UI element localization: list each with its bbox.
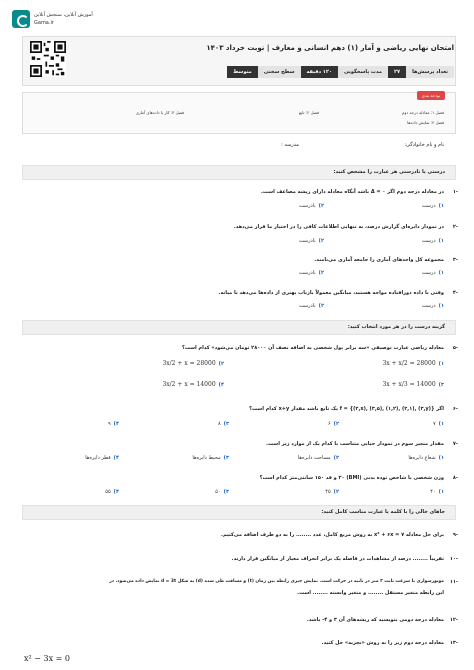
question-number: ۹- bbox=[452, 532, 458, 538]
difficulty-label: سطح سختی bbox=[258, 66, 301, 78]
question-number: ۷- bbox=[452, 441, 458, 447]
option-4[interactable]: ۴)۵۵ bbox=[105, 489, 119, 495]
question-number: ۱۲- bbox=[449, 617, 458, 623]
question-number: ۱۱- bbox=[449, 579, 458, 585]
budget-item: فصل ۲: تابع bbox=[298, 110, 319, 115]
section-title: جاهای خالی را با کلمه یا عبارت مناسب کامل کنید: bbox=[321, 509, 445, 515]
question-text: در معادله درجه دوم اگر ۰ = Δ باشد آنگاه معادله دارای ریشه مضاعف است. bbox=[261, 189, 444, 195]
question-text: تقریباً ........ درصد از مشاهدات در فاصله یک برابر انحراف معیار از میانگین قرار دارند. bbox=[231, 556, 444, 562]
question-text-continued: این رابطه متغیر مستقل ........ و متغیر وابسته ........ است. bbox=[297, 590, 444, 596]
budget-item: فصل ۳: کار با داده‌های آماری bbox=[135, 110, 184, 115]
question-text: مجموعه کل واحدهای آماری را جامعه آماری می‌نامند. bbox=[314, 257, 444, 263]
section-title: درستی یا نادرستی هر عبارت را مشخص کنید: bbox=[333, 169, 445, 175]
option-2[interactable]: ۲)مساحت دایره‌ها bbox=[297, 455, 339, 461]
difficulty-value: متوسط bbox=[227, 66, 258, 78]
option-false[interactable]: ۲)نادرست bbox=[298, 270, 324, 276]
question-text: مقدار متغیر سوم در نمودار حبابی متناسب با کدام یک از موارد زیر است. bbox=[266, 441, 444, 447]
question-number: ۸- bbox=[452, 475, 458, 481]
question-number: ۴- bbox=[452, 290, 458, 296]
duration-value: ۱۲۰ دقیقه bbox=[301, 66, 338, 78]
question-text: معادله درجه دومی بنویسید که ریشه‌های آن ۳ و ۴- باشد. bbox=[306, 617, 444, 623]
num-questions-value: ۲۷ bbox=[388, 66, 406, 78]
school-label: مدرسه : bbox=[281, 142, 299, 148]
option-1[interactable]: ۱)3x + x/2 = 28000 bbox=[382, 360, 444, 367]
option-1[interactable]: ۱)شعاع دایره‌ها bbox=[408, 455, 444, 461]
question-text: اگر f = {(۲,x), (۳,۵), (۱,۲), (۲,۱), (۳,y)} یک تابع باشد مقدار x+y کدام است؟ bbox=[249, 406, 444, 412]
section-multiple-choice bbox=[22, 320, 456, 335]
option-1[interactable]: ۱)۷ bbox=[432, 421, 444, 427]
num-questions-label: تعداد پرسش‌ها bbox=[406, 66, 454, 78]
option-4[interactable]: ۴)قطر دایره‌ها bbox=[85, 455, 119, 461]
brand-domain[interactable]: Gama.ir bbox=[34, 20, 54, 26]
question-number: ۱- bbox=[452, 189, 458, 195]
option-false[interactable]: ۲)نادرست bbox=[298, 203, 324, 209]
option-4[interactable]: ۴)۹ bbox=[107, 421, 119, 427]
question-text: معادله ریاضی عبارت توصیفی «سه برابر پول شخصی به اضافه نصف آن ۲۸۰۰۰ تومان می‌شود» کدام است؟ bbox=[181, 345, 444, 351]
section-title: گزینه درست را در هر مورد انتخاب کنید: bbox=[347, 324, 445, 330]
option-1[interactable]: ۱)۴۰ bbox=[430, 489, 444, 495]
option-2[interactable]: ۲)3x/2 + x = 28000 bbox=[162, 360, 224, 367]
option-2[interactable]: ۲)۴۵ bbox=[325, 489, 339, 495]
option-2[interactable]: ۲)۶ bbox=[327, 421, 339, 427]
question-number: ۱۰- bbox=[449, 556, 458, 562]
exam-title: امتحان نهایی ریاضی و آمار (۱) دهم انسانی و معارف | نوبت خرداد ۱۴۰۳ bbox=[206, 44, 454, 52]
chapter-budget bbox=[22, 92, 456, 134]
question-text: وقتی با داده دورافتاده مواجه هستید، میانگین معمولاً بازتاب بهتری از داده‌ها می‌دهد تا میانه. bbox=[218, 290, 444, 296]
option-true[interactable]: ۱)درست bbox=[421, 303, 444, 309]
option-false[interactable]: ۲)نادرست bbox=[298, 303, 324, 309]
duration-label: مدت پاسخگویی bbox=[338, 66, 388, 78]
question-text: معادله درجه دوم زیر را به روش «تجزیه» حل کنید. bbox=[321, 640, 444, 646]
brand-tagline: آموزش آنلاین، سنجش آنلاین bbox=[34, 12, 93, 18]
option-3[interactable]: ۳)3x + x/3 = 14000 bbox=[382, 381, 444, 388]
budget-badge: بودجه بندی bbox=[417, 91, 445, 100]
section-true-false bbox=[22, 165, 456, 180]
option-3[interactable]: ۳)۵۰ bbox=[215, 489, 229, 495]
question-number: ۱۳- bbox=[449, 640, 458, 646]
question-number: ۵- bbox=[452, 345, 458, 351]
question-number: ۲- bbox=[452, 224, 458, 230]
qr-code-icon bbox=[30, 41, 66, 77]
option-3[interactable]: ۳)محیط دایره‌ها bbox=[192, 455, 229, 461]
question-text: برای حل معادله ۷ = x² + ۶x به روش مربع کامل، عدد ........ را به دو طرف اضافه می‌کنیم. bbox=[221, 532, 444, 538]
question-text: وزن شخصی با شاخص توده بدنی (BMI) ۲۰ و قد ۱۵۰ سانتی‌متر کدام است؟ bbox=[259, 475, 444, 481]
option-true[interactable]: ۱)درست bbox=[421, 203, 444, 209]
question-text: در نمودار دایره‌ای گزارش درصد، به تنهایی اطلاعات کافی را در اختیار ما قرار می‌دهد. bbox=[233, 224, 444, 230]
option-4[interactable]: ۴)3x/2 + x = 14000 bbox=[162, 381, 224, 388]
gama-logo-icon[interactable] bbox=[12, 10, 30, 28]
question-number: ۳- bbox=[452, 257, 458, 263]
question-text: موتورسواری با سرعت ثابت ۳ متر در ثانیه در حرکت است. نمایش جبری رابطه بین زمان (t) و مسافت طی شده (d) به شکل d = 3t نمایش داده می‌شود. در bbox=[109, 579, 444, 584]
student-name-label: نام و نام خانوادگی: bbox=[404, 142, 444, 148]
budget-item: فصل ۱: معادله درجه دوم bbox=[402, 110, 444, 115]
option-true[interactable]: ۱)درست bbox=[421, 238, 444, 244]
budget-item: فصل ۴: نمایش داده‌ها bbox=[407, 120, 444, 125]
option-3[interactable]: ۳)۸ bbox=[217, 421, 229, 427]
exam-info-row bbox=[227, 66, 454, 78]
option-false[interactable]: ۲)نادرست bbox=[298, 238, 324, 244]
question-number: ۶- bbox=[452, 406, 458, 412]
equation: x² − 3x = 0 bbox=[24, 654, 70, 663]
option-true[interactable]: ۱)درست bbox=[421, 270, 444, 276]
section-fill-blank bbox=[22, 505, 456, 520]
